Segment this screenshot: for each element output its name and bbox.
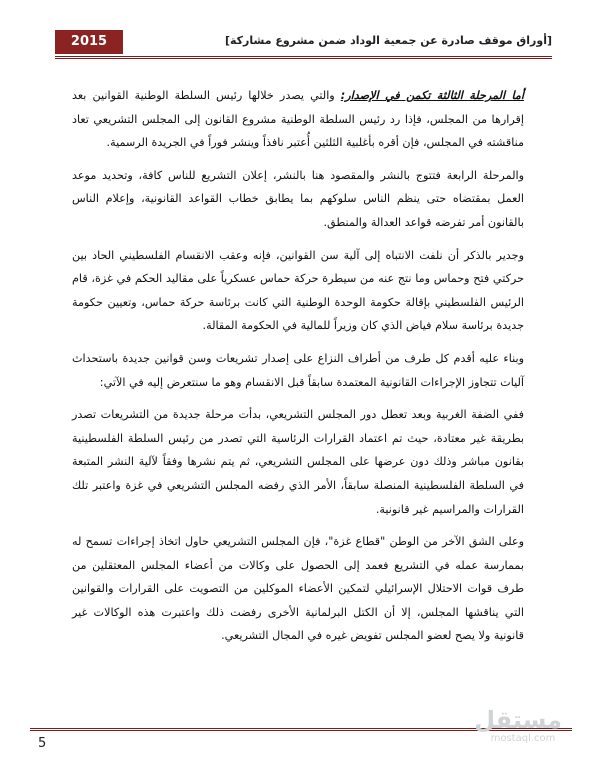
page-header <box>55 30 552 59</box>
year-badge: 2015 <box>55 30 123 54</box>
paragraph-text: والتي يصدر خلالها رئيس السلطة الوطنية القوانين بعد إقرارها من المجلس، فإذا رد رئيس السلطة الوطنية مشروع القانون إلى المجلس التشريعي تعاد مناقشته في المجلس، فإن أقره بأغلبية الثلثين أُعتبر نافذاً وينشر فوراً في الجريدة الرسمية. <box>72 89 524 150</box>
paragraph-new-legislation: وبناء عليه أقدم كل طرف من أطراف النزاع على إصدار تشريعات وسن قوانين جديدة باستحداث آليات تتجاوز الإجراءات القانونية المعتمدة سابقاً قبل الانقسام وهو ما سنتعرض إليه في الآتي: <box>72 351 524 389</box>
paragraph-division: وجدير بالذكر أن نلفت الانتباه إلى آلية سن القوانين، فإنه وعقب الانقسام الفلسطيني الحاد بين حركتي فتح وحماس وما نتج عنه من سيطرة حركة حماس عسكرياً على مقاليد الحكم في غزة، قام الرئيس الفلسطيني بإقالة حكومة الوحدة الوطنية التي كانت برئاسة حركة حماس، وتعيين حكومة جديدة برئاسة سلام فياض الذي كان وزيراً للمالية في الحكومة المقالة. <box>72 248 524 333</box>
paragraph-publication-stage <box>72 84 524 155</box>
paragraph-gaza: وعلى الشق الآخر من الوطن "قطاع غزة"، فإن المجلس التشريعي حاول اتخاذ إجراءات تسمح له بممارسة عمله في التشريع فعمد إلى الحصول على وكالات من أعضاء المجلس المعتقلين من طرف قوات الاحتلال الإسرائيلي لتمكين الأعضاء الموكلين من التصويت على القرارات والقوانين التي يناقشها المجلس، إلا أن الكتل البرلمانية الأخرى رفضت ذلك واعتبرت هذه الوكالات غير قانونية ولا يصح لعضو المجلس تفويض غيره في المجال التشريعي. <box>72 535 524 643</box>
lead-heading: أما المرحلة الثالثة تكمن في الإصدار: <box>340 89 524 102</box>
document-body <box>72 84 524 657</box>
page-footer <box>30 706 572 758</box>
header-title: [أوراق موقف صادرة عن جمعية الوداد ضمن مشروع مشاركة] <box>224 34 552 47</box>
watermark-word: مستقل <box>474 706 562 734</box>
page-number: 5 <box>38 736 47 751</box>
paragraph-west-bank: ففي الضفة الغربية وبعد تعطل دور المجلس التشريعي، بدأت مرحلة جديدة من التشريعات تصدر بطريقة غير معتادة، حيث تم اعتماد القرارات الرئاسية التي تصدر من رئيس السلطة الفلسطينية بقانون مباشر وذلك دون عرضها على المجلس التشريعي، ثم يتم نشرها وفقاً لآلية النشر المتبعة في السلطة الفلسطينية المنصلة سابقاً، الأمر الذي رفضه المجلس التشريعي في غزة واعتبر تلك القرارات والمراسيم غير قانونية. <box>72 408 524 516</box>
mostaql-watermark-logo <box>474 706 562 744</box>
paragraph-publishing: والمرحلة الرابعة فتتوج بالنشر والمقصود هنا بالنشر، إعلان التشريع للناس كافة، وتحديد موعد العمل بمقتضاه حتى ينظم الناس سلوكهم بما يطابق خطاب القواعد القانونية، وإعلام الناس بالقانون أمر تفرضه قواعد العدالة والمنطق. <box>72 168 524 229</box>
watermark-domain: mostaql.com <box>490 733 556 744</box>
